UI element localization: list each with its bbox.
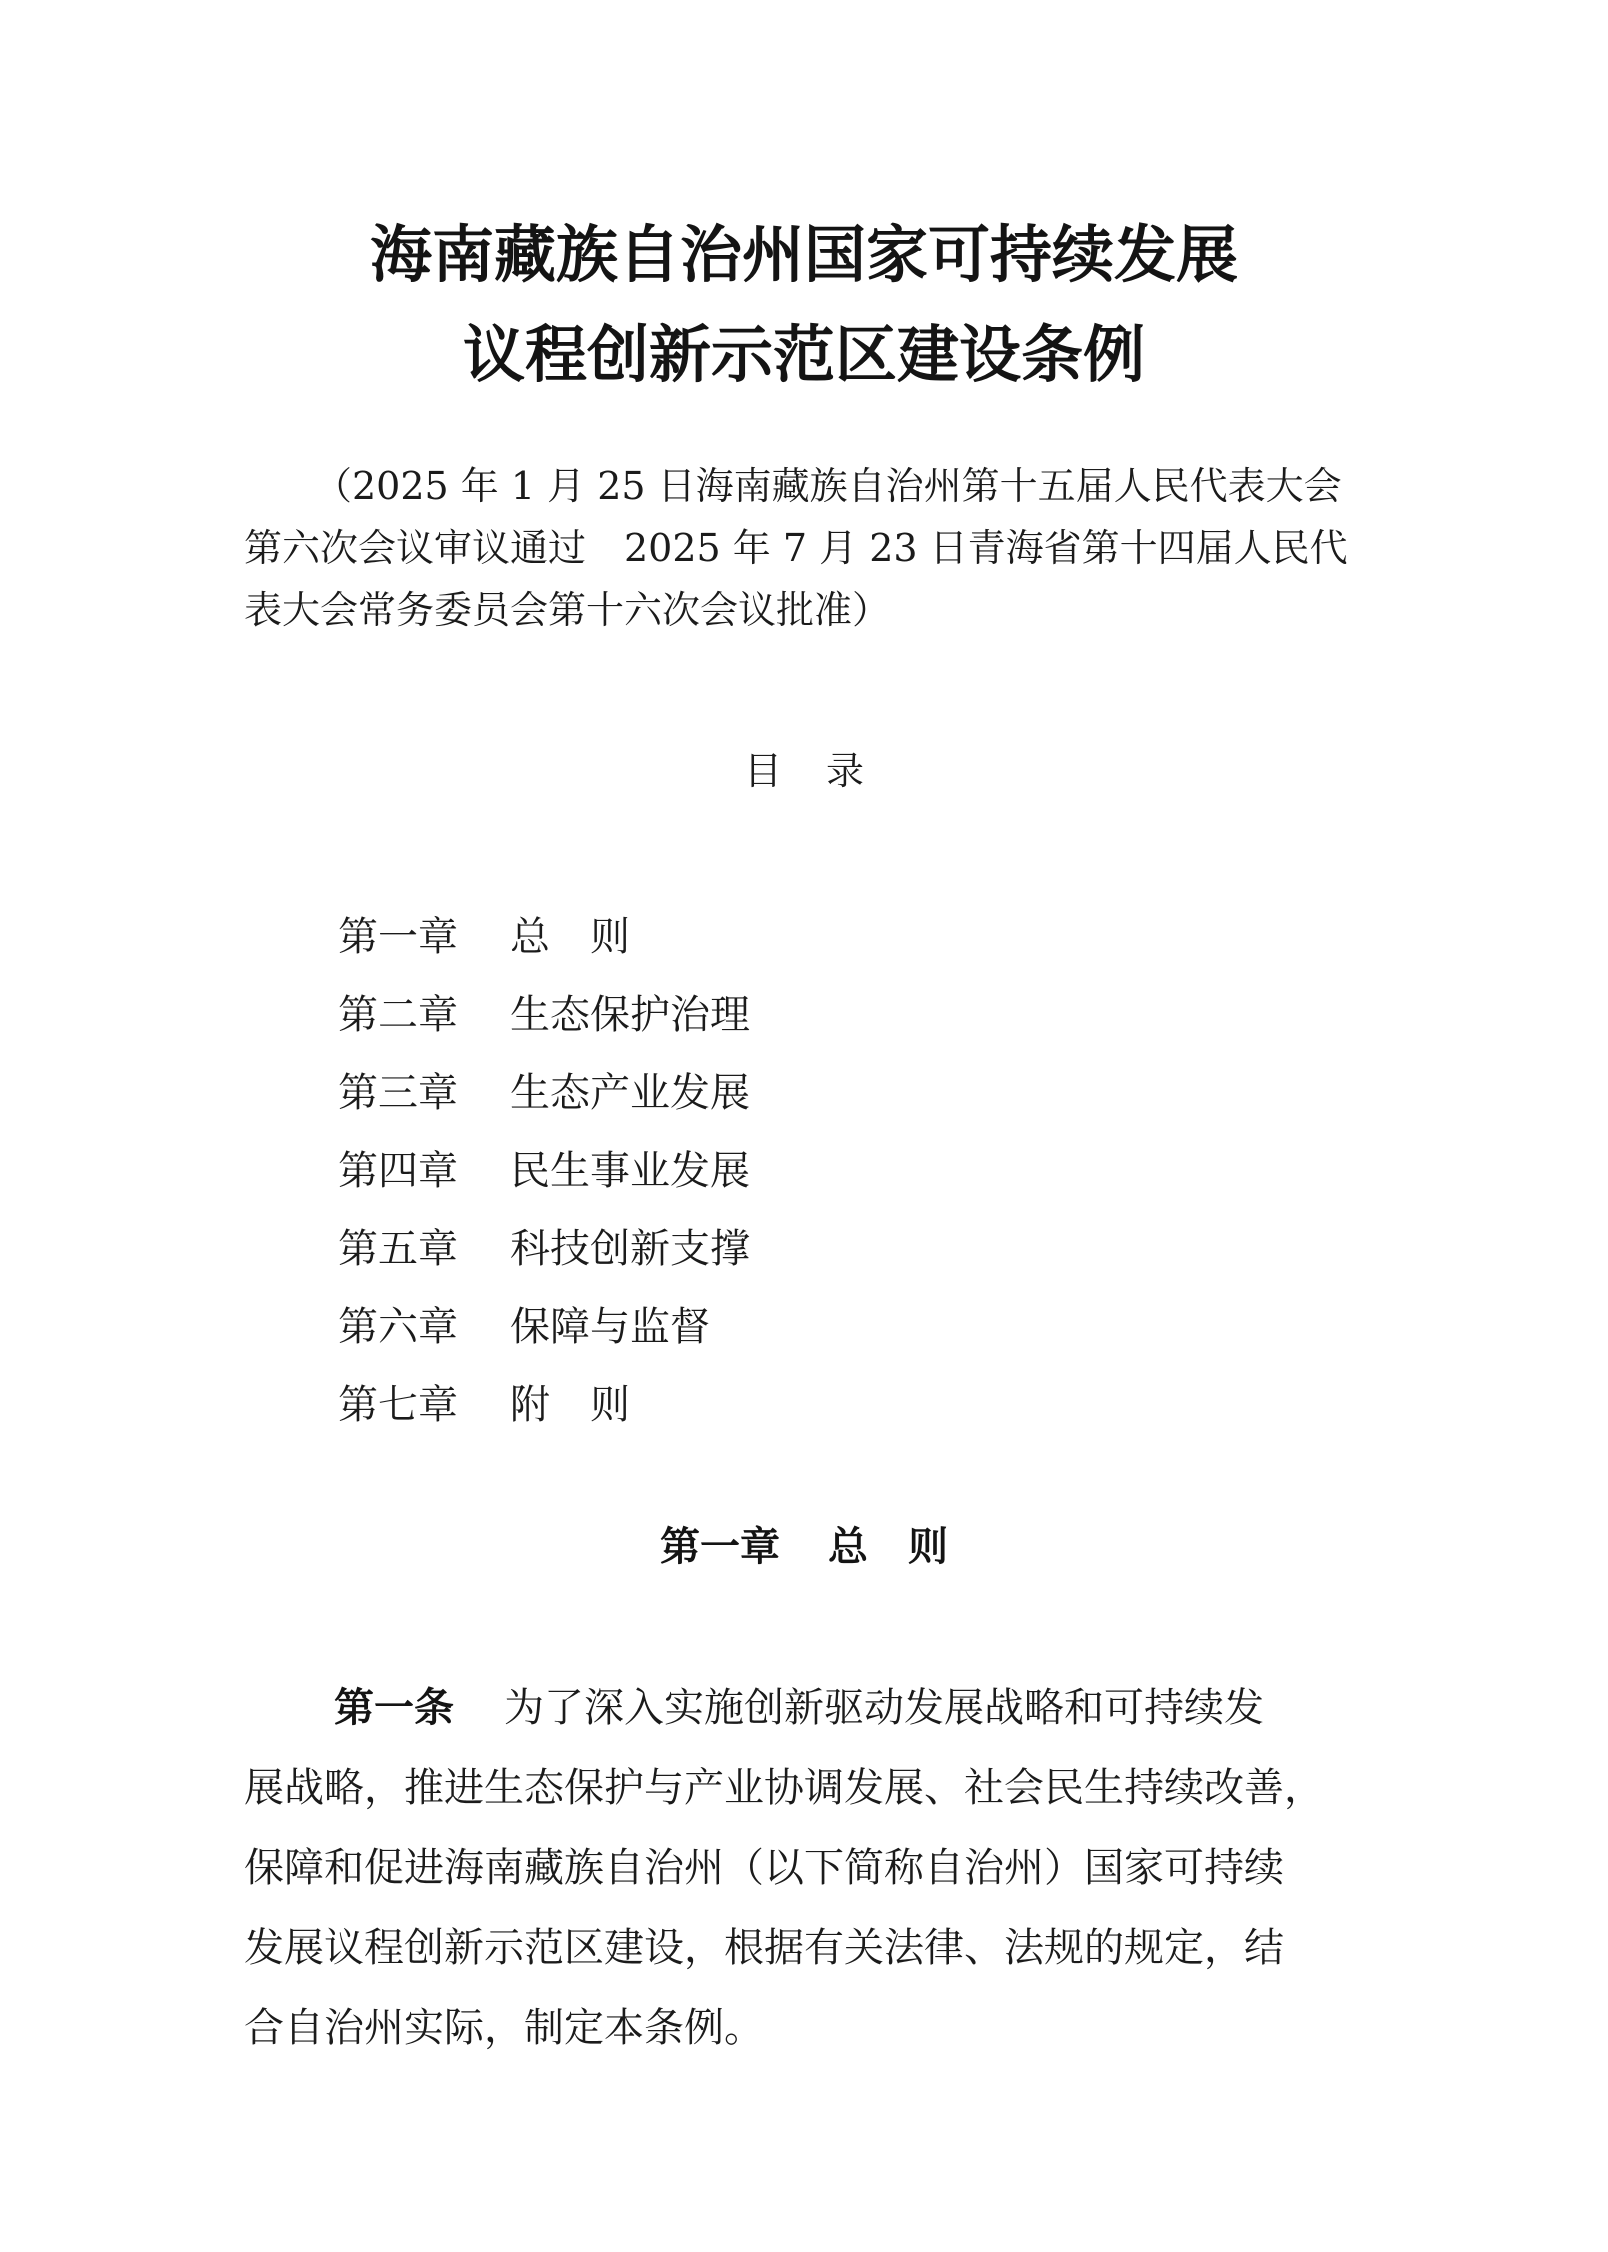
toc-item-chapter-1 — [338, 898, 750, 976]
document-title-line-1: 海南藏族自治州国家可持续发展 — [369, 218, 1238, 291]
article-1-line-2: 展战略，推进生态保护与产业协调发展、社会民生持续改善， — [244, 1765, 1324, 1811]
article-1-line-1 — [244, 1668, 1374, 1748]
toc-item-chapter-6 — [338, 1288, 750, 1366]
toc-heading-char-2: 录 — [826, 749, 865, 793]
toc-item-title: 附 则 — [510, 1382, 630, 1428]
article-1-line-3: 保障和促进海南藏族自治州（以下简称自治州）国家可持续 — [244, 1845, 1284, 1891]
toc-item-title: 民生事业发展 — [510, 1148, 750, 1194]
chapter-1-heading — [0, 1515, 1608, 1572]
toc-item-number: 第五章 — [338, 1226, 458, 1272]
toc-item-chapter-4 — [338, 1132, 750, 1210]
adoption-note-line-2: 第六次会议审议通过 2025 年 7 月 23 日青海省第十四届人民代 — [244, 526, 1348, 570]
adoption-note-line-1: （2025 年 1 月 25 日海南藏族自治州第十五届人民代表大会 — [314, 464, 1342, 508]
chapter-1-title: 总 则 — [828, 1524, 948, 1570]
article-1-line-4: 发展议程创新示范区建设，根据有关法律、法规的规定，结 — [244, 1925, 1284, 1971]
toc-item-number: 第六章 — [338, 1304, 458, 1350]
adoption-note-line-3: 表大会常务委员会第十六次会议批准） — [244, 588, 891, 632]
toc-item-number: 第七章 — [338, 1382, 458, 1428]
toc-item-number: 第三章 — [338, 1070, 458, 1116]
toc-item-chapter-5 — [338, 1210, 750, 1288]
toc-item-chapter-3 — [338, 1054, 750, 1132]
toc-heading-char-1: 目 — [743, 749, 782, 793]
toc-item-title: 生态产业发展 — [510, 1070, 750, 1116]
toc-item-chapter-7 — [338, 1366, 750, 1444]
document-title-line-2: 议程创新示范区建设条例 — [462, 318, 1145, 391]
toc-item-number: 第二章 — [338, 992, 458, 1038]
toc-item-title: 生态保护治理 — [510, 992, 750, 1038]
toc-item-title: 保障与监督 — [510, 1304, 710, 1350]
toc-item-chapter-2 — [338, 976, 750, 1054]
article-1-text-1: 为了深入实施创新驱动发展战略和可持续发 — [504, 1685, 1264, 1731]
article-1-number: 第一条 — [334, 1685, 454, 1731]
toc-item-title: 科技创新支撑 — [510, 1226, 750, 1272]
table-of-contents — [338, 898, 750, 1444]
article-1-line-5: 合自治州实际，制定本条例。 — [244, 2005, 764, 2051]
toc-item-number: 第一章 — [338, 914, 458, 960]
toc-item-number: 第四章 — [338, 1148, 458, 1194]
chapter-1-number: 第一章 — [660, 1524, 780, 1570]
toc-item-title: 总 则 — [510, 914, 630, 960]
article-1 — [244, 1668, 1374, 2068]
toc-heading — [0, 740, 1608, 795]
